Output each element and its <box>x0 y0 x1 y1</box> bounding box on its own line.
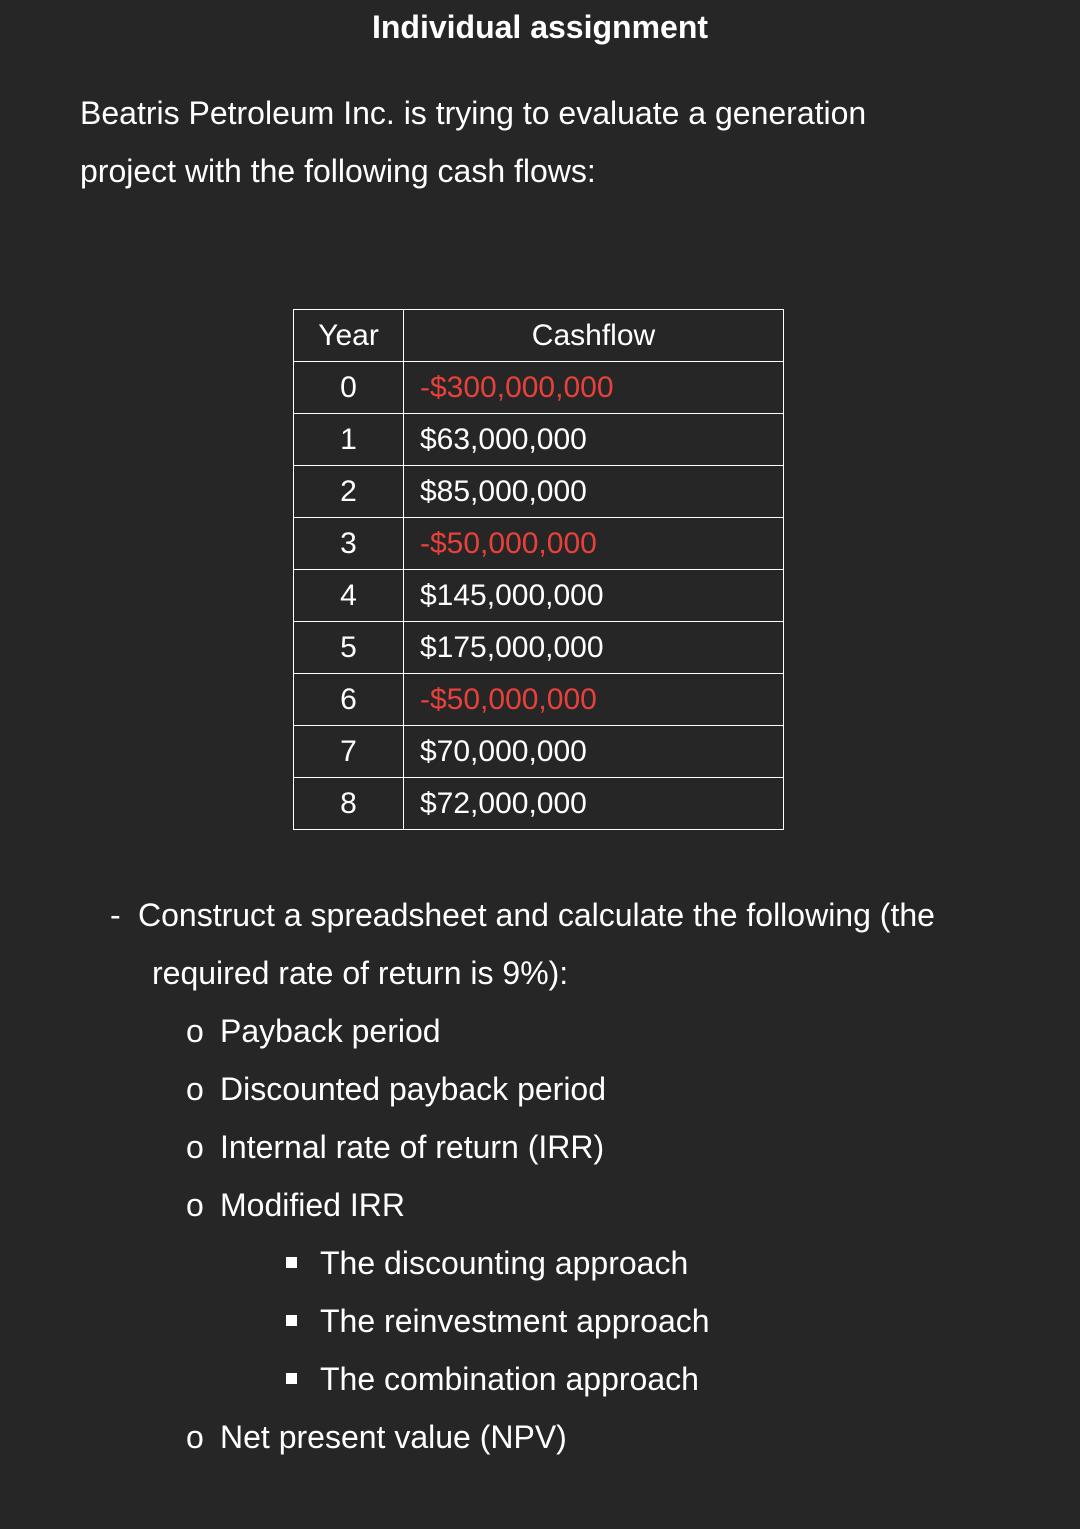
sub-list-item <box>286 1292 1010 1350</box>
year-cell: 3 <box>294 518 404 570</box>
list-item-label: Modified IRR <box>220 1187 405 1223</box>
table-row <box>294 570 784 622</box>
task-line-2: required rate of return is 9%): <box>152 955 569 991</box>
list-item-label: Net present value (NPV) <box>220 1419 567 1455</box>
list-item <box>186 1408 1010 1466</box>
list-item <box>186 1002 1010 1060</box>
circle-bullet-icon: o <box>186 1187 204 1223</box>
cashflow-cell: -$300,000,000 <box>404 362 784 414</box>
table-row <box>294 674 784 726</box>
assignment-title: Individual assignment <box>371 9 709 45</box>
sub-list-item <box>286 1234 1010 1292</box>
list-item <box>186 1176 1010 1408</box>
square-bullet-icon <box>286 1373 297 1384</box>
sub-list <box>220 1234 1010 1408</box>
year-cell: 8 <box>294 778 404 830</box>
year-cell: 5 <box>294 622 404 674</box>
intro-line-2: project with the following cash flows: <box>80 153 596 189</box>
sub-list-item-label: The reinvestment approach <box>320 1303 710 1339</box>
circle-bullet-icon: o <box>186 1071 204 1107</box>
task-instruction <box>110 886 1010 944</box>
list-item-label: Discounted payback period <box>220 1071 607 1107</box>
table-row <box>294 622 784 674</box>
year-header: Year <box>294 310 404 362</box>
year-cell: 4 <box>294 570 404 622</box>
table-header-row <box>294 310 784 362</box>
task-section <box>110 886 1010 1466</box>
year-cell: 7 <box>294 726 404 778</box>
cashflow-cell: $72,000,000 <box>404 778 784 830</box>
cashflow-cell: $63,000,000 <box>404 414 784 466</box>
table-row <box>294 414 784 466</box>
circle-bullet-icon: o <box>186 1013 204 1049</box>
year-cell: 0 <box>294 362 404 414</box>
cashflow-cell: -$50,000,000 <box>404 518 784 570</box>
cashflow-cell: $145,000,000 <box>404 570 784 622</box>
task-line-1: Construct a spreadsheet and calculate the following (the <box>138 897 935 933</box>
intro-line-1: Beatris Petroleum Inc. is trying to evaluate a generation <box>80 95 867 131</box>
sub-list-item <box>286 1350 1010 1408</box>
cashflow-table <box>293 309 784 830</box>
cashflow-cell: $175,000,000 <box>404 622 784 674</box>
table-row <box>294 518 784 570</box>
cashflow-table-body <box>294 362 784 830</box>
table-row <box>294 362 784 414</box>
square-bullet-icon <box>286 1257 297 1268</box>
table-row <box>294 778 784 830</box>
task-list <box>110 1002 1010 1466</box>
square-bullet-icon <box>286 1315 297 1326</box>
list-item <box>186 1118 1010 1176</box>
year-cell: 1 <box>294 414 404 466</box>
list-item-label: Payback period <box>220 1013 441 1049</box>
year-cell: 6 <box>294 674 404 726</box>
cashflow-cell: $70,000,000 <box>404 726 784 778</box>
list-item <box>186 1060 1010 1118</box>
year-cell: 2 <box>294 466 404 518</box>
circle-bullet-icon: o <box>186 1129 204 1165</box>
sub-list-item-label: The discounting approach <box>320 1245 689 1281</box>
cashflow-cell: $85,000,000 <box>404 466 784 518</box>
sub-list-item-label: The combination approach <box>320 1361 699 1397</box>
circle-bullet-icon: o <box>186 1419 204 1455</box>
table-row <box>294 466 784 518</box>
table-row <box>294 726 784 778</box>
cashflow-header: Cashflow <box>404 310 784 362</box>
dash-bullet: - <box>110 897 121 933</box>
cashflow-cell: -$50,000,000 <box>404 674 784 726</box>
list-item-label: Internal rate of return (IRR) <box>220 1129 605 1165</box>
intro-paragraph <box>80 84 1000 200</box>
